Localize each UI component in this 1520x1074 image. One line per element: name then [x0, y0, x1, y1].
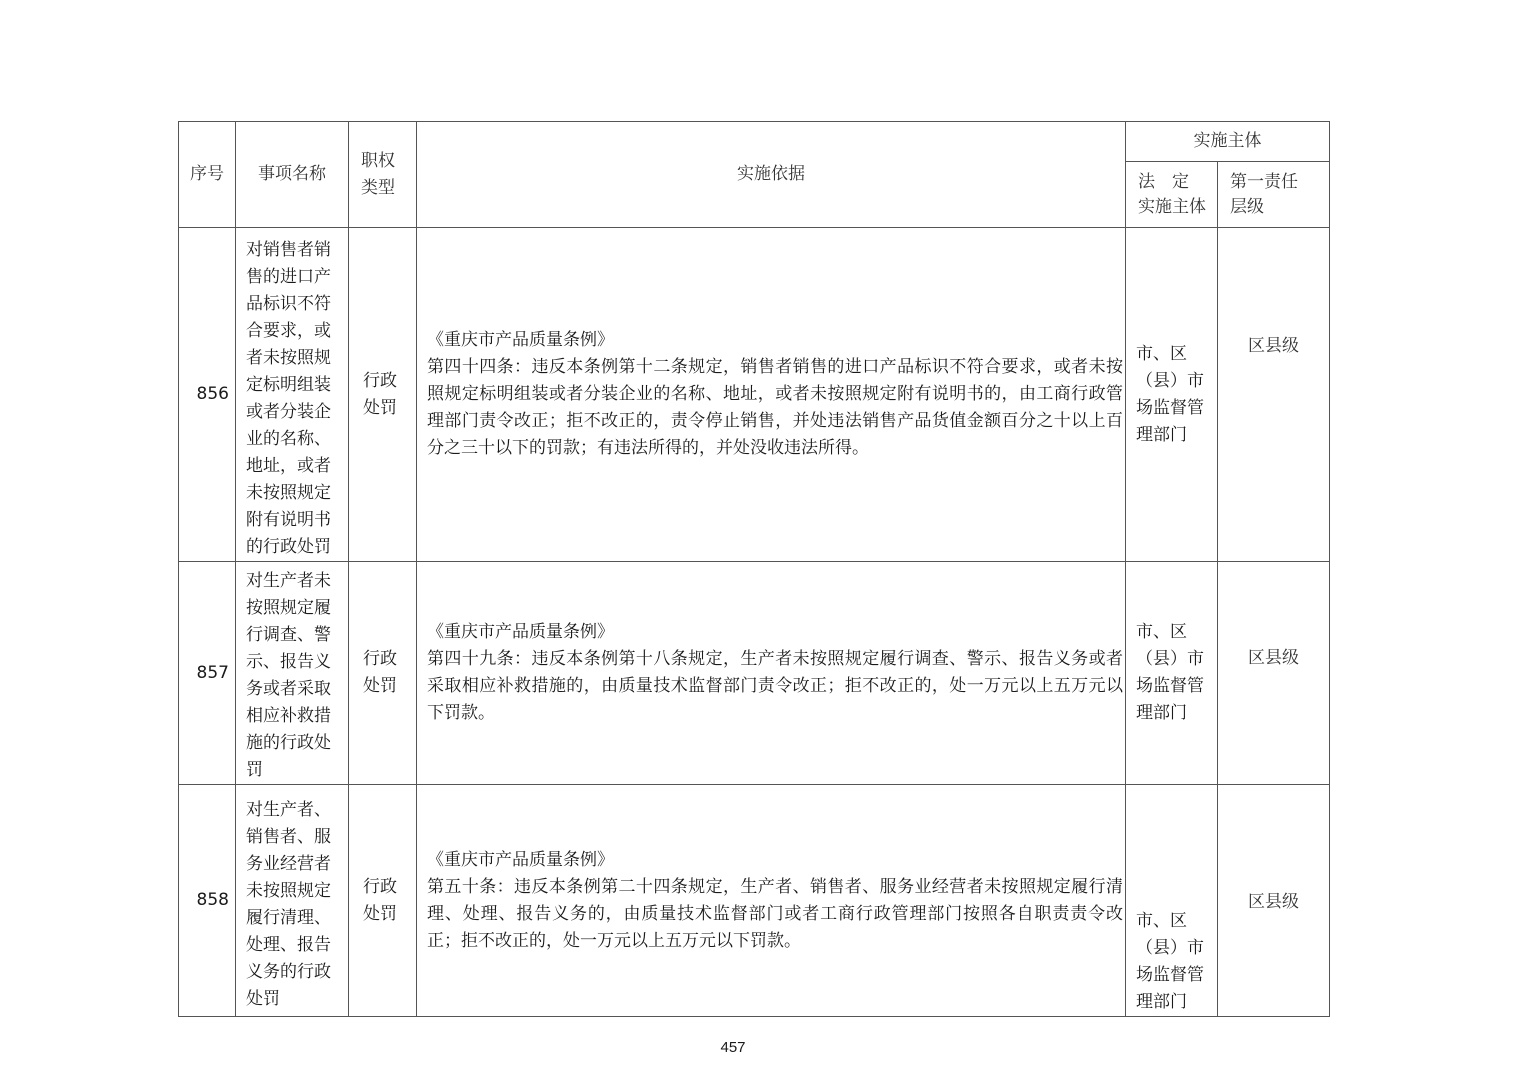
- table-row: [179, 785, 1330, 1017]
- header-power-type: 职权 类型: [349, 122, 417, 228]
- table-row: [179, 562, 1330, 785]
- row-responsibility-level: 区县级: [1218, 562, 1330, 785]
- header-row-top: [179, 122, 1330, 162]
- row-basis: [417, 562, 1126, 785]
- header-legal-subject: 法 定 实施主体: [1126, 162, 1218, 228]
- header-seq: 序号: [179, 122, 236, 228]
- page-number: 457: [720, 1039, 746, 1056]
- header-basis: 实施依据: [417, 122, 1126, 228]
- header-responsibility-level: 第一责任 层级: [1218, 162, 1330, 228]
- header-item-name: 事项名称: [236, 122, 349, 228]
- row-item-name: 对生产者未按照规定履行调查、警示、报告义务或者采取相应补救措施的行政处罚: [236, 562, 349, 785]
- row-basis: [417, 228, 1126, 562]
- row-power-type: 行政 处罚: [349, 562, 417, 785]
- row-seq: 856: [179, 228, 236, 562]
- basis-title: 《重庆市产品质量条例》: [427, 622, 614, 642]
- basis-text: 第四十四条：违反本条例第十二条规定，销售者销售的进口产品标识不符合要求，或者未按照规定标明组装或者分装企业的名称、地址，或者未按照规定附有说明书的，由工商行政管理部门责令改正；拒不改正的，责令停止销售，并处违法销售产品货值金额百分之十以上百分之三十以下的罚款；有违法所得的，并处没收违法所得。: [427, 357, 1123, 458]
- row-legal-subject: 市、区（县）市场监督管理部门: [1126, 785, 1218, 1017]
- enforcement-items-table: [178, 121, 1330, 1017]
- row-responsibility-level: 区县级: [1218, 785, 1330, 1017]
- row-power-type: 行政 处罚: [349, 228, 417, 562]
- row-seq: 857: [179, 562, 236, 785]
- basis-title: 《重庆市产品质量条例》: [427, 849, 614, 870]
- row-seq: 858: [179, 785, 236, 1017]
- row-legal-subject: 市、区（县）市场监督管理部门: [1126, 562, 1218, 785]
- row-power-type: 行政 处罚: [349, 785, 417, 1017]
- basis-text: 第四十九条：违反本条例第十八条规定，生产者未按照规定履行调查、警示、报告义务或者采取相应补救措施的，由质量技术监督部门责令改正；拒不改正的，处一万元以上五万元以下罚款。: [427, 649, 1123, 723]
- row-basis: [417, 785, 1126, 1017]
- row-legal-subject: 市、区（县）市场监督管理部门: [1126, 228, 1218, 562]
- basis-text: 第五十条：违反本条例第二十四条规定，生产者、销售者、服务业经营者未按照规定履行清理、处理、报告义务的，由质量技术监督部门或者工商行政管理部门按照各自职责责令改正；拒不改正的，处一万元以上五万元以下罚款。: [427, 876, 1123, 951]
- header-implementing-subject: 实施主体: [1126, 122, 1330, 162]
- row-item-name: 对生产者、销售者、服务业经营者未按照规定履行清理、处理、报告义务的行政处罚: [236, 785, 349, 1017]
- table-row: [179, 228, 1330, 562]
- row-responsibility-level: 区县级: [1218, 228, 1330, 562]
- row-item-name: 对销售者销售的进口产品标识不符合要求，或者未按照规定标明组装或者分装企业的名称、地址，或者未按照规定附有说明书的行政处罚: [236, 228, 349, 562]
- basis-title: 《重庆市产品质量条例》: [427, 330, 614, 350]
